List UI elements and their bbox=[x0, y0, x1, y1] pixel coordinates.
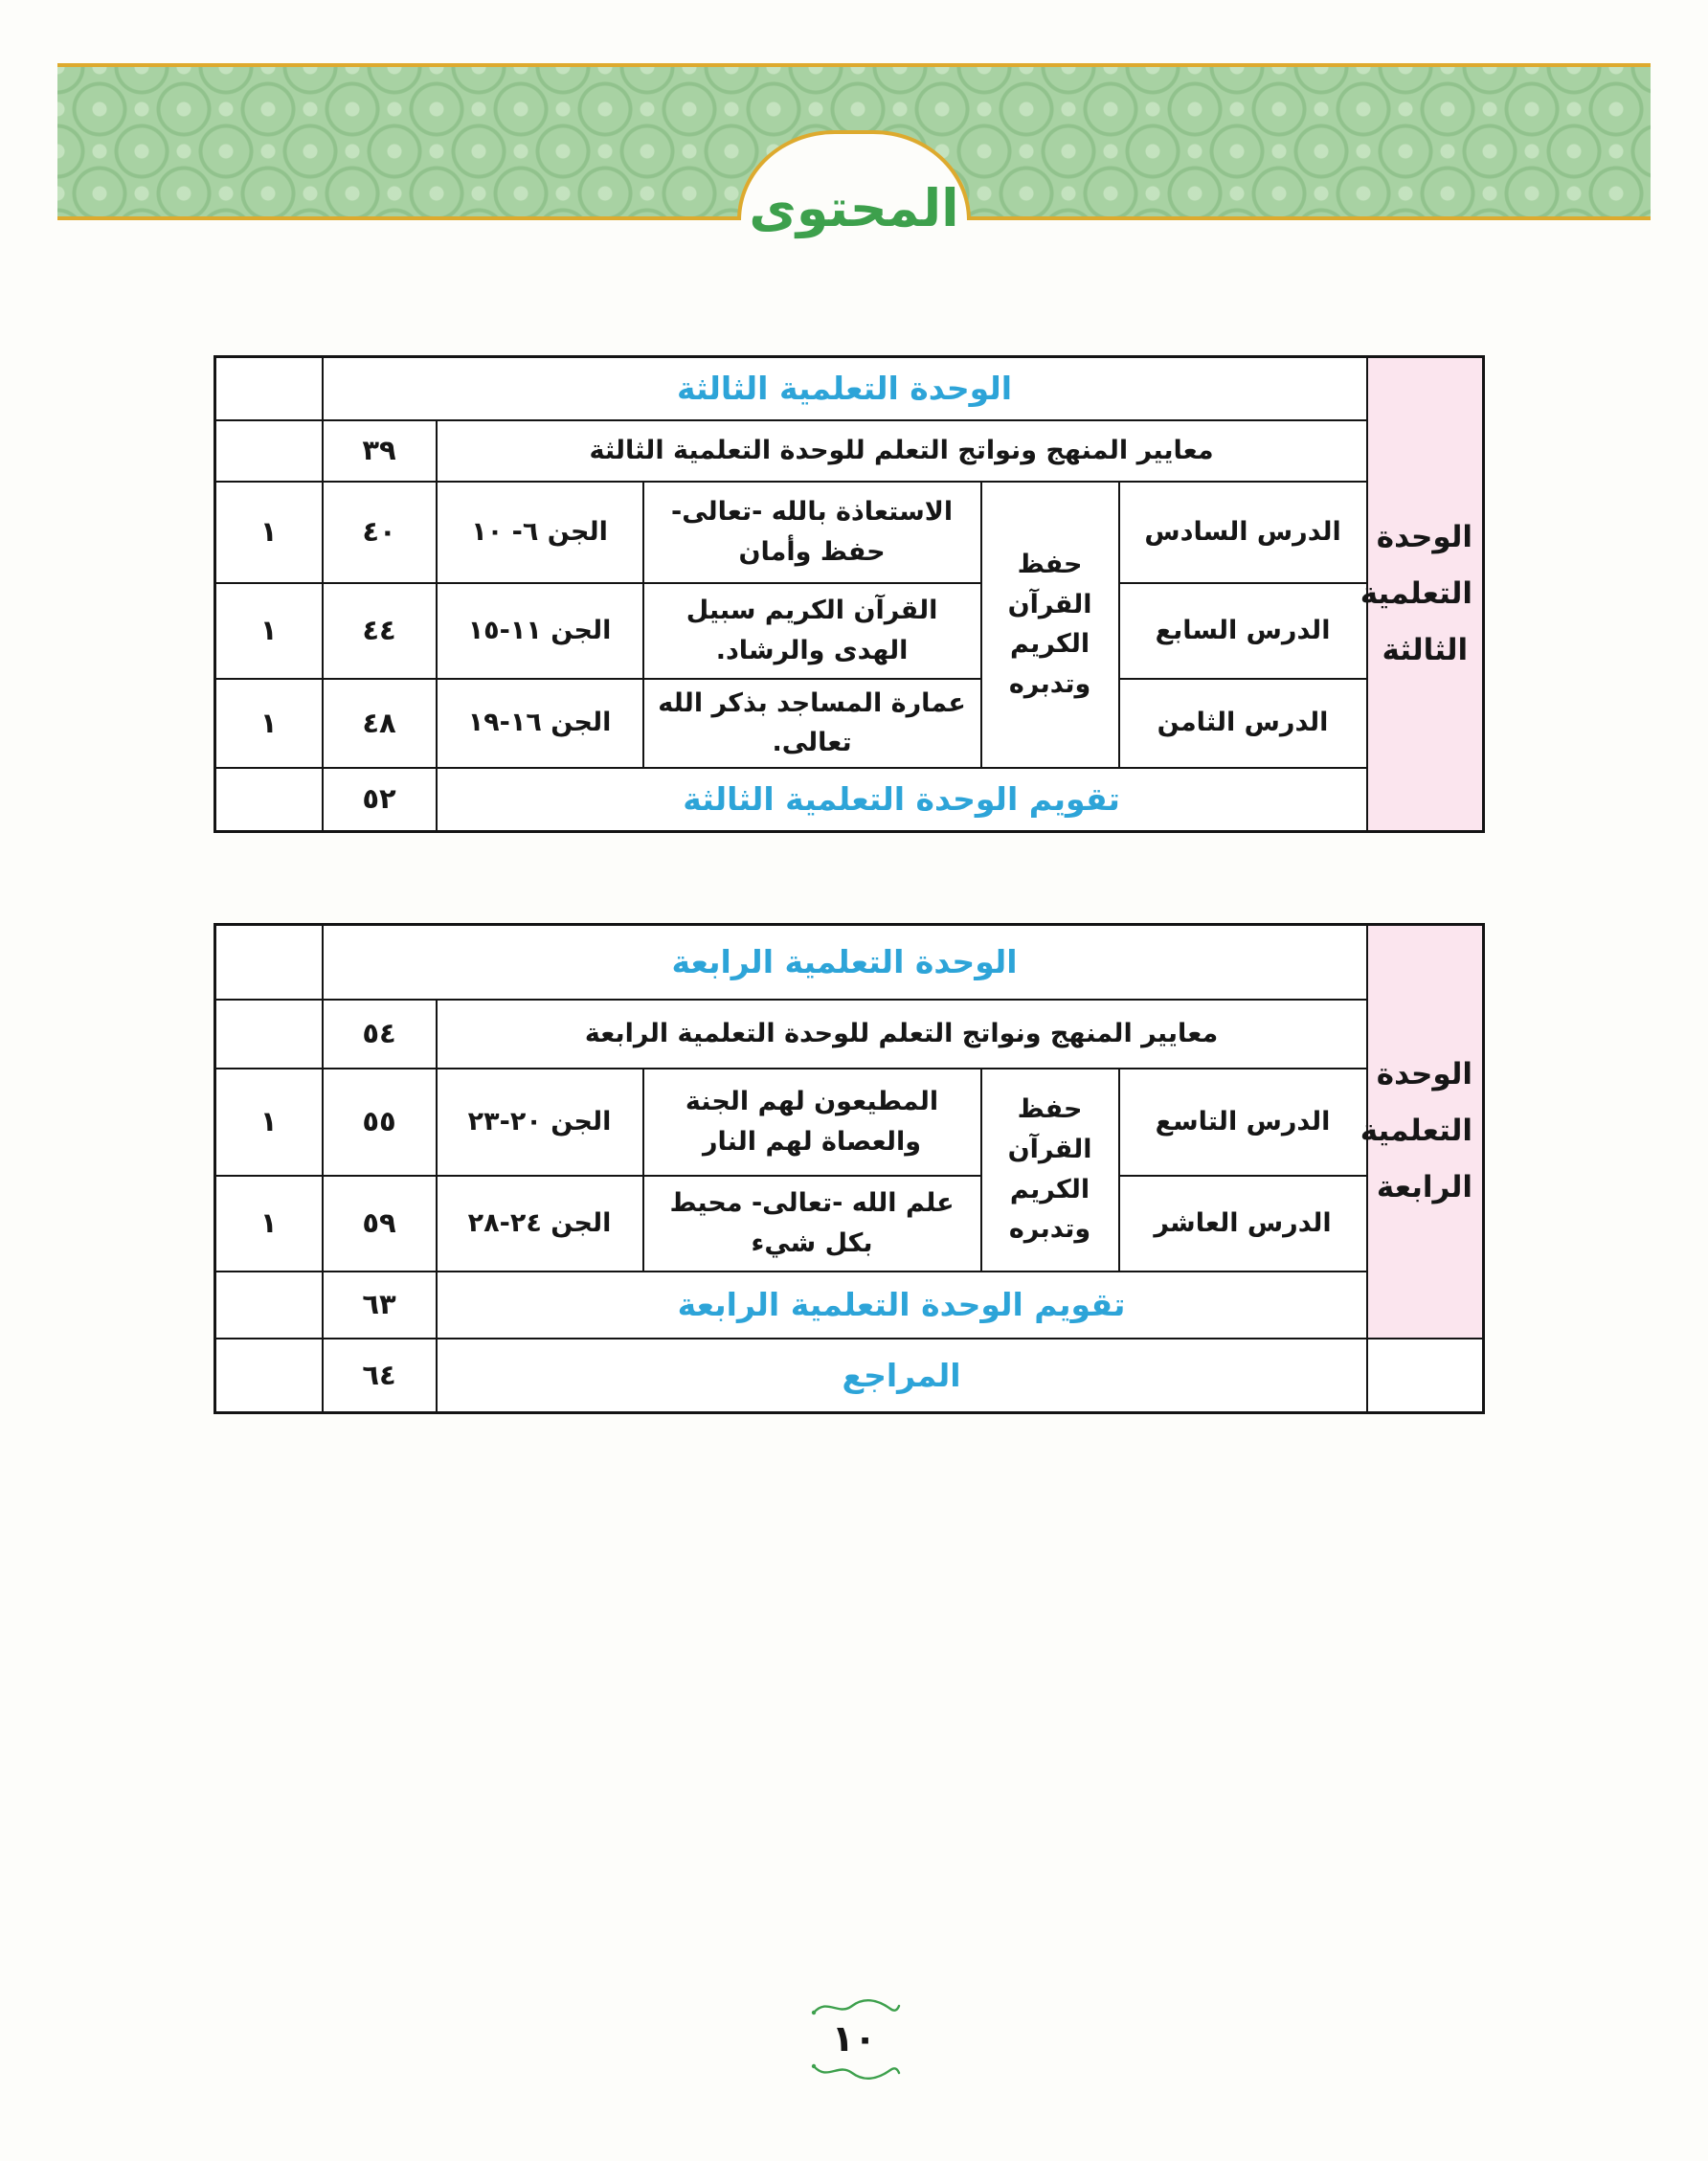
lesson-topic: المطيعون لهم الجنة والعصاة لهم النار bbox=[643, 1069, 981, 1176]
table-row bbox=[215, 1000, 1484, 1069]
lesson-periods: ١ bbox=[215, 1176, 323, 1272]
table-row bbox=[215, 768, 1484, 831]
lesson-verses: الجن ١١-١٥ bbox=[437, 583, 643, 679]
lesson-page: ٥٥ bbox=[323, 1069, 437, 1176]
lesson-page: ٥٩ bbox=[323, 1176, 437, 1272]
lesson-verses: الجن ٦- ١٠ bbox=[437, 482, 643, 583]
references-page: ٦٤ bbox=[323, 1339, 437, 1413]
unit3-table bbox=[214, 355, 1485, 833]
unit4-evaluation-text: تقويم الوحدة التعلمية الرابعة bbox=[437, 1272, 1367, 1339]
table-row bbox=[215, 482, 1484, 583]
unit4-table bbox=[214, 923, 1485, 1414]
page-number-ornament bbox=[797, 1993, 911, 2085]
empty-cell bbox=[1367, 1339, 1484, 1413]
empty-cell bbox=[215, 1272, 323, 1339]
lesson-page: ٤٨ bbox=[323, 679, 437, 769]
lesson-name: الدرس السابع bbox=[1119, 583, 1367, 679]
table-row bbox=[215, 583, 1484, 679]
unit3-evaluation-text: تقويم الوحدة التعلمية الثالثة bbox=[437, 768, 1367, 831]
lesson-periods: ١ bbox=[215, 482, 323, 583]
lesson-periods: ١ bbox=[215, 583, 323, 679]
table-row bbox=[215, 1176, 1484, 1272]
unit4-theme: حفظ القرآن الكريم وتدبره bbox=[981, 1069, 1119, 1272]
lesson-topic: علم الله -تعالى- محيط بكل شيء bbox=[643, 1176, 981, 1272]
lesson-name: الدرس الثامن bbox=[1119, 679, 1367, 769]
lesson-page: ٤٤ bbox=[323, 583, 437, 679]
table-row bbox=[215, 357, 1484, 420]
lesson-page: ٤٠ bbox=[323, 482, 437, 583]
empty-cell bbox=[215, 1000, 323, 1069]
lesson-topic: الاستعاذة بالله -تعالى- حفظ وأمان bbox=[643, 482, 981, 583]
unit4-header: الوحدة التعلمية الرابعة bbox=[323, 925, 1367, 1000]
lesson-verses: الجن ١٦-١٩ bbox=[437, 679, 643, 769]
table-row bbox=[215, 925, 1484, 1000]
unit4-evaluation-page: ٦٣ bbox=[323, 1272, 437, 1339]
lesson-name: الدرس السادس bbox=[1119, 482, 1367, 583]
lesson-topic: القرآن الكريم سبيل الهدى والرشاد. bbox=[643, 583, 981, 679]
lesson-periods: ١ bbox=[215, 679, 323, 769]
unit3-standards-text: معايير المنهج ونواتج التعلم للوحدة التعلمية الثالثة bbox=[437, 420, 1367, 482]
lesson-verses: الجن ٢٠-٢٣ bbox=[437, 1069, 643, 1176]
unit3-standards-page: ٣٩ bbox=[323, 420, 437, 482]
references-text: المراجع bbox=[437, 1339, 1367, 1413]
unit4-standards-text: معايير المنهج ونواتج التعلم للوحدة التعلمية الرابعة bbox=[437, 1000, 1367, 1069]
empty-cell bbox=[215, 925, 323, 1000]
lesson-topic: عمارة المساجد بذكر الله تعالى. bbox=[643, 679, 981, 769]
empty-cell bbox=[215, 1339, 323, 1413]
lesson-name: الدرس التاسع bbox=[1119, 1069, 1367, 1176]
table-row bbox=[215, 1272, 1484, 1339]
lesson-name: الدرس العاشر bbox=[1119, 1176, 1367, 1272]
unit3-side-label: الوحدة التعلمية الثالثة bbox=[1367, 357, 1484, 832]
page-title: المحتوى bbox=[749, 178, 959, 238]
unit3-theme: حفظ القرآن الكريم وتدبره bbox=[981, 482, 1119, 769]
unit3-header: الوحدة التعلمية الثالثة bbox=[323, 357, 1367, 420]
empty-cell bbox=[215, 420, 323, 482]
unit4-standards-page: ٥٤ bbox=[323, 1000, 437, 1069]
empty-cell bbox=[215, 768, 323, 831]
flourish-bottom-icon bbox=[806, 2060, 902, 2085]
empty-cell bbox=[215, 357, 323, 420]
page-number: ١٠ bbox=[831, 2017, 877, 2060]
flourish-top-icon bbox=[806, 1993, 902, 2018]
lesson-periods: ١ bbox=[215, 1069, 323, 1176]
table-row bbox=[215, 679, 1484, 769]
table-row bbox=[215, 1339, 1484, 1413]
unit4-side-label: الوحدة التعلمية الرابعة bbox=[1367, 925, 1484, 1339]
table-row bbox=[215, 1069, 1484, 1176]
lesson-verses: الجن ٢٤-٢٨ bbox=[437, 1176, 643, 1272]
unit3-evaluation-page: ٥٢ bbox=[323, 768, 437, 831]
table-row bbox=[215, 420, 1484, 482]
